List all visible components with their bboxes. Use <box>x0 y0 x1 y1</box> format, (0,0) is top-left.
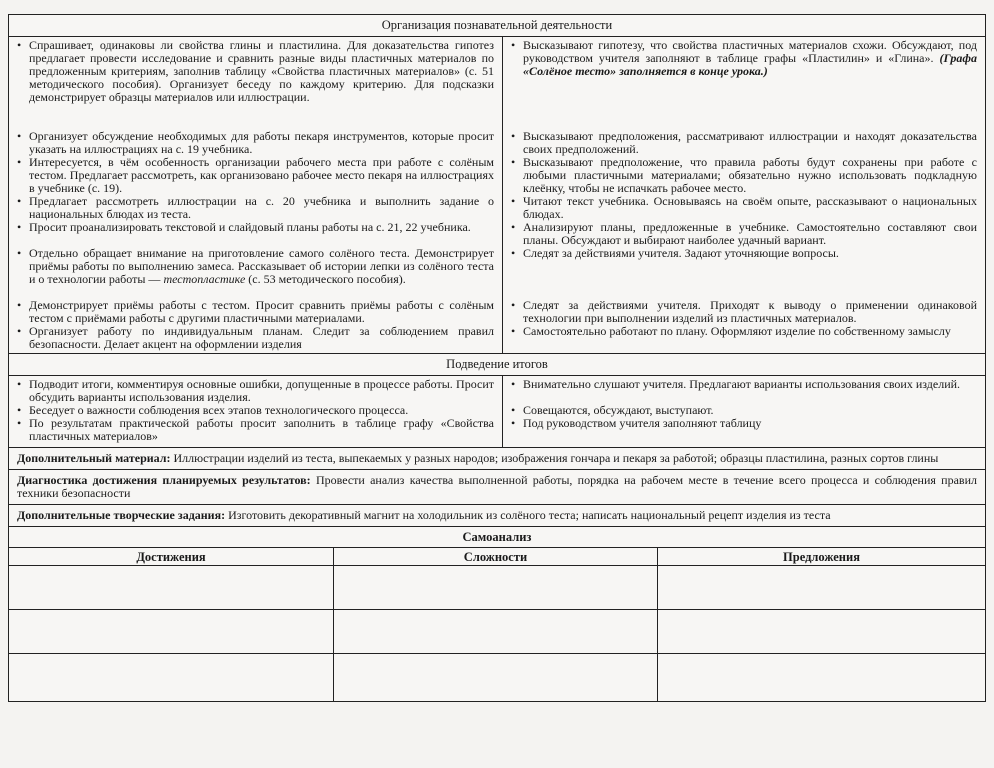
difficulties-cell[interactable] <box>334 654 658 701</box>
student-activity-column <box>503 37 985 353</box>
teacher-item-tail: (с. 53 методического пособия). <box>248 272 406 286</box>
teacher-activity-column <box>9 376 503 447</box>
diagnostics-row <box>9 470 985 505</box>
teacher-item: • Подводит итоги, комментируя основные ошибки, допущенные в процессе работы. Просит обсудить варианты использования изделия. <box>17 378 494 404</box>
teacher-item: • Беседует о важности соблюдения всех этапов технологического процесса. <box>17 404 494 417</box>
teacher-item: • Организует работу по индивидуальным планам. Следит за соблюдением правил безопасности. Делает акцент на оформлении изделия <box>17 325 494 351</box>
teacher-item: • Просит проанализировать текстовой и слайдовый планы работы на с. 21, 22 учебника. <box>17 221 494 247</box>
student-item: • Следят за действиями учителя. Приходят к выводу о применении одинаковой технологии при выполнении изделий из пластичных материалов. <box>511 299 977 325</box>
creative-tasks-text: Изготовить декоративный магнит на холодильник из солёного теста; написать национальный рецепт изделия из теста <box>228 508 831 522</box>
student-item: • Совещаются, обсуждают, выступают. <box>511 404 977 417</box>
teacher-item-emphasis: тестопластике <box>163 272 246 286</box>
student-item: • Внимательно слушают учителя. Предлагают варианты использования своих изделий. <box>511 378 977 404</box>
student-item: • Под руководством учителя заполняют таблицу <box>511 417 977 445</box>
achievements-cell[interactable] <box>9 654 334 701</box>
teacher-activity-column <box>9 37 503 353</box>
section-title-summary: Подведение итогов <box>9 354 985 376</box>
student-item: • Анализируют планы, предложенные в учебнике. Самостоятельно составляют свои планы. Обсуждают и выбирают наиболее удачный вариант. <box>511 221 977 247</box>
student-item <box>511 39 977 130</box>
additional-material-label: Дополнительный материал: <box>17 451 171 465</box>
teacher-item: • Организует обсуждение необходимых для работы пекаря инструментов, которые просит указать на иллюстрациях на с. 19 учебника. <box>17 130 494 156</box>
teacher-item: • Интересуется, в чём особенность организации рабочего места при работе с солёным тестом. Предлагает рассмотреть, как организовано рабочее место пекаря на иллюстрациях в учебнике (с. 19). <box>17 156 494 195</box>
teacher-item-text: Отдельно обращает внимание на приготовление самого солёного теста. Демонстрирует приёмы работы по выполнению замеса. Рассказывает об истории лепки из солёного теста и о технологии работы — <box>29 246 494 286</box>
suggestions-cell[interactable] <box>658 654 985 701</box>
column-header-difficulties: Сложности <box>334 548 658 566</box>
column-header-suggestions: Предложения <box>658 548 985 566</box>
summary-rows <box>9 376 985 448</box>
additional-material-text: Иллюстрации изделий из теста, выпекаемых у разных народов; изображения гончара и пекаря за работой; образцы пластилина, разных сортов глины <box>173 451 939 465</box>
teacher-item: • По результатам практической работы просит заполнить в таблице графу «Свойства пластичных материалов» <box>17 417 494 445</box>
difficulties-cell[interactable] <box>334 610 658 654</box>
student-item-note: (Графа «Солёное тесто» заполняется в конце урока.) <box>523 51 978 78</box>
achievements-cell[interactable] <box>9 566 334 610</box>
lesson-plan-table <box>8 14 986 702</box>
student-item: • Читают текст учебника. Основываясь на своём опыте, рассказывают о национальных блюдах. <box>511 195 977 221</box>
student-item: • Высказывают предположение, что правила работы будут сохранены при работе с любыми пластичными материалами; обязательно нужно использовать подкладную клеёнку, чтобы не испачкать рабочее место. <box>511 156 977 195</box>
diagnostics-text: Провести анализ качества выполненной работы, порядка на рабочем месте в течение всего процесса и соблюдения правил техники безопасности <box>17 473 977 500</box>
teacher-item: • Предлагает рассмотреть иллюстрации на с. 20 учебника и выполнить задание о национальных блюдах из теста. <box>17 195 494 221</box>
column-header-achievements: Достижения <box>9 548 334 566</box>
student-item: • Следят за действиями учителя. Задают уточняющие вопросы. <box>511 247 977 299</box>
self-analysis-grid <box>9 548 985 701</box>
diagnostics-label: Диагностика достижения планируемых результатов: <box>17 473 311 487</box>
self-analysis-title: Самоанализ <box>9 527 985 548</box>
section-title-cognitive-activity: Организация познавательной деятельности <box>9 15 985 37</box>
difficulties-cell[interactable] <box>334 566 658 610</box>
suggestions-cell[interactable] <box>658 566 985 610</box>
student-item: • Высказывают предположения, рассматривают иллюстрации и находят доказательства своих предположений. <box>511 130 977 156</box>
additional-material-row <box>9 448 985 470</box>
teacher-item <box>17 247 494 299</box>
teacher-item: • Спрашивает, одинаковы ли свойства глины и пластилина. Для доказательства гипотез предлагает провести исследование и сравнить разные виды пластичных материалов по предложенным критериям, заполнив таблицу «Свойства пластичных материалов» (с. 51 методического пособия). Организует беседу по каждому критерию. Для подсказки демонстрирует образцы материалов или иллюстрации. <box>17 39 494 130</box>
achievements-cell[interactable] <box>9 610 334 654</box>
creative-tasks-label: Дополнительные творческие задания: <box>17 508 226 522</box>
student-activity-column <box>503 376 985 447</box>
suggestions-cell[interactable] <box>658 610 985 654</box>
teacher-item: • Демонстрирует приёмы работы с тестом. Просит сравнить приёмы работы с солёным тестом с приёмами работы с другими пластичными материалами. <box>17 299 494 325</box>
creative-tasks-row <box>9 505 985 527</box>
student-item: • Самостоятельно работают по плану. Оформляют изделие по собственному замыслу <box>511 325 977 351</box>
student-item-text: Высказывают гипотезу, что свойства пластичных материалов схожи. Обсуждают, под руководством учителя заполняют в таблице графы «Пластилин» и «Глина». <box>523 38 977 65</box>
cognitive-activity-rows <box>9 37 985 354</box>
